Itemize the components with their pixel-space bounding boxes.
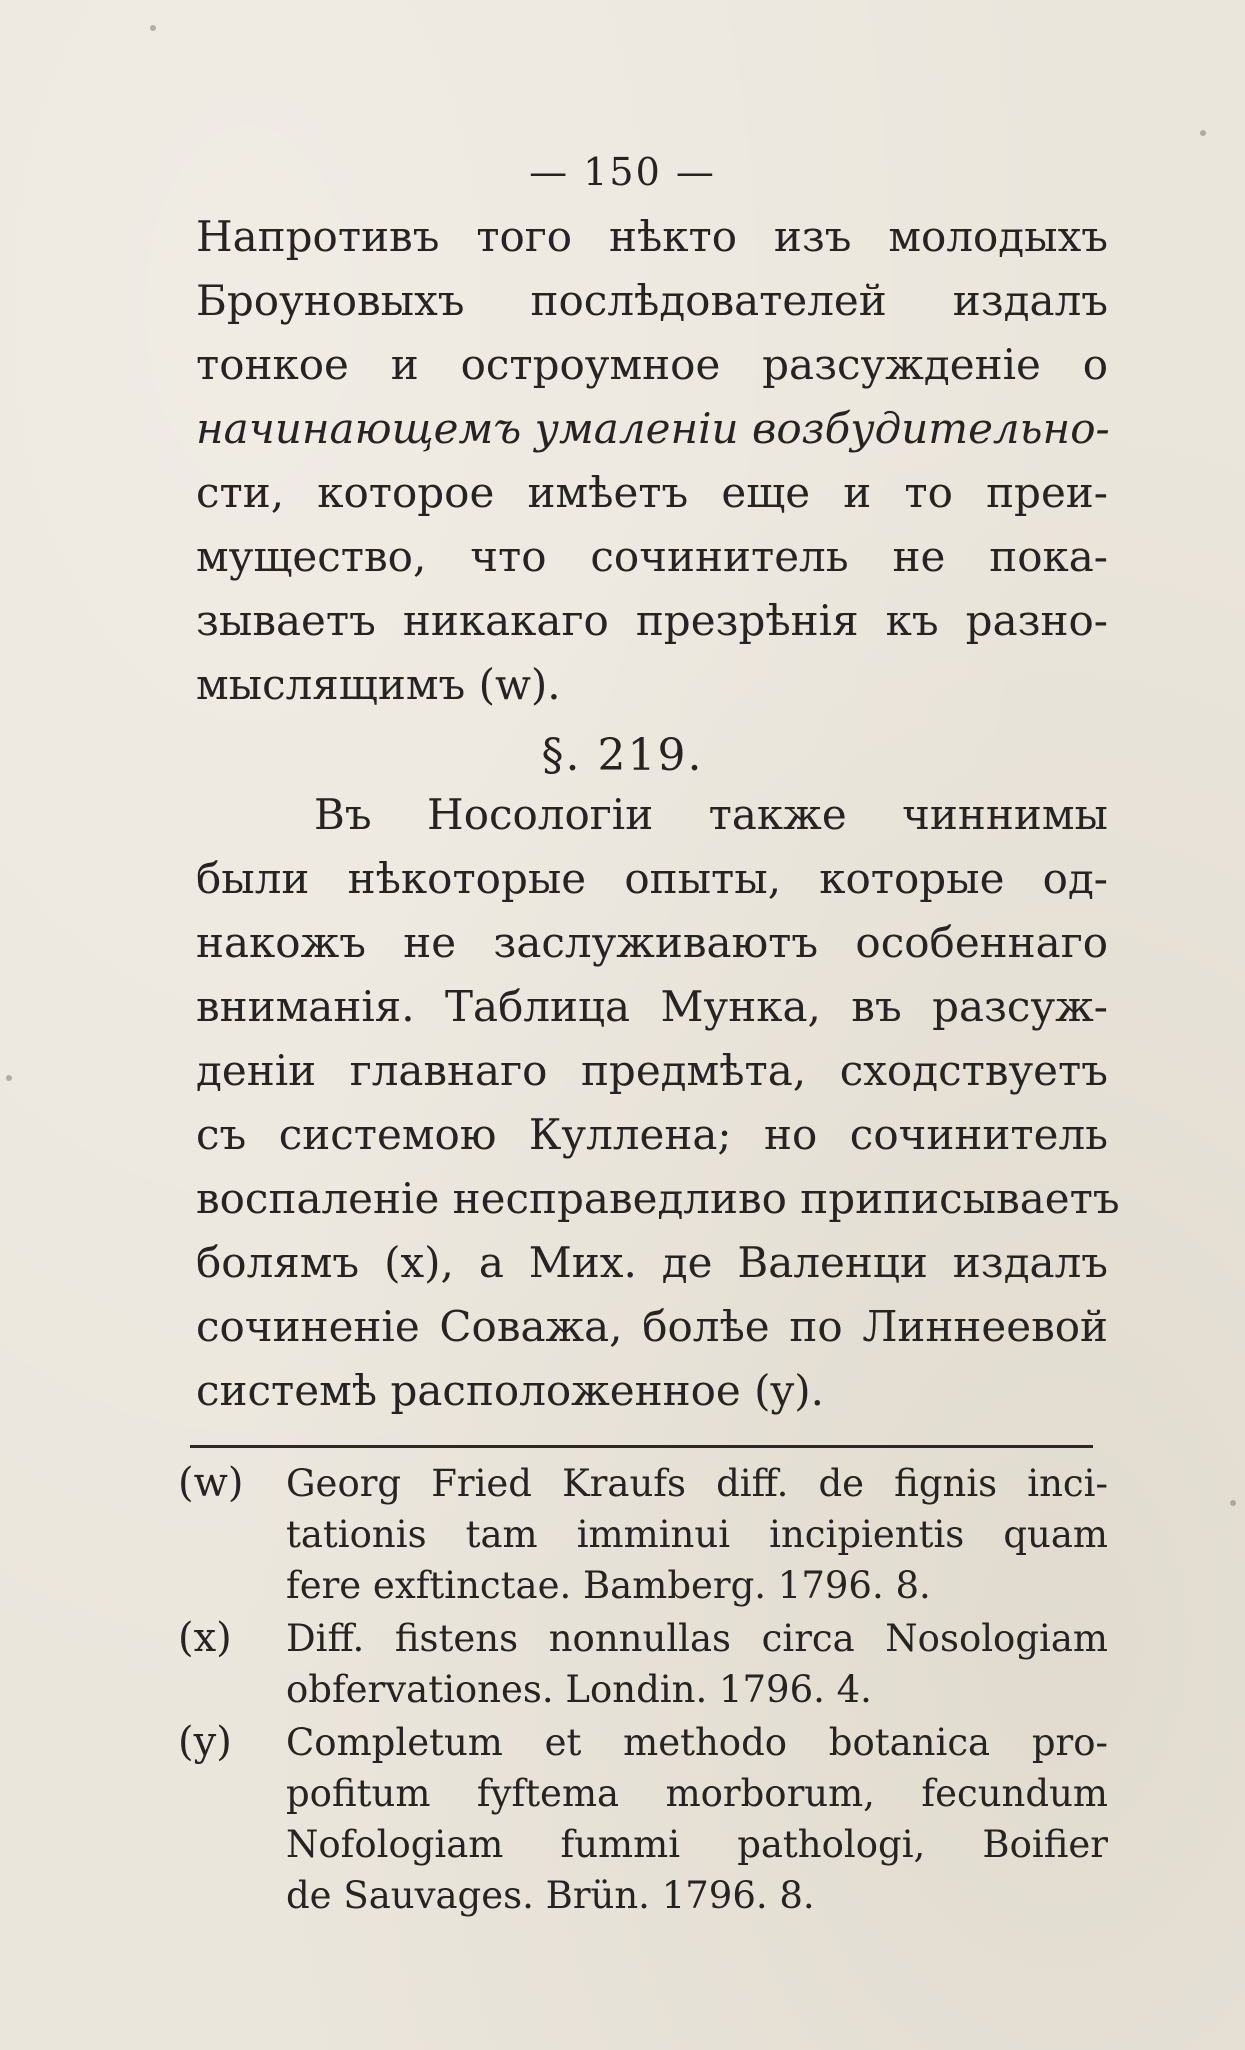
footnote-divider <box>190 1445 1093 1448</box>
text-line: системѣ расположенное (y). <box>196 1366 824 1415</box>
footnote-text <box>286 1717 1108 1921</box>
footnote-mark: (x) <box>178 1615 232 1661</box>
text-line: зываетъ никакаго презрѣнія къ разно- <box>196 596 1108 645</box>
text-line: мыслящимъ (w). <box>196 660 561 709</box>
footnote-mark: (w) <box>178 1460 244 1506</box>
paper-speck <box>150 25 156 31</box>
text-line: вниманія. Таблица Мунка, въ разсуж- <box>196 982 1108 1031</box>
footnote-line: Nofologiam fummi pathologi, Boifier <box>286 1823 1108 1866</box>
footnote-line: fere exftinctae. Bamberg. 1796. 8. <box>286 1564 931 1607</box>
footnote-text <box>286 1613 1108 1715</box>
text-line: накожъ не заслуживаютъ особеннаго <box>196 918 1108 967</box>
paragraph-1 <box>196 205 1108 717</box>
footnote-line: Diff. fistens nonnullas circa Nosologiam <box>286 1617 1108 1660</box>
footnote-x <box>178 1613 1108 1715</box>
footnote-w <box>178 1458 1108 1611</box>
footnote-line: tationis tam imminui incipientis quam <box>286 1513 1108 1556</box>
text-line: сочиненіе Соважа, болѣе по Линнеевой <box>196 1302 1108 1351</box>
text-line: тонкое и остроумное разсужденіе о <box>196 340 1108 389</box>
footnotes <box>178 1458 1108 1923</box>
footnote-line: pofitum fyftema morborum, fecundum <box>286 1772 1108 1815</box>
paper-speck <box>1230 1500 1236 1506</box>
footnote-y <box>178 1717 1108 1921</box>
page-number: — 150 — <box>529 150 716 194</box>
text-line: начинающемъ умаленіи возбудительно- <box>196 404 1110 453</box>
text-line: мущество, что сочинитель не пока- <box>196 532 1108 581</box>
section-heading: §. 219. <box>541 730 704 781</box>
text-line: Напротивъ того нѣкто изъ молодыхъ <box>196 212 1108 261</box>
text-line: деніи главнаго предмѣта, сходствуетъ <box>196 1046 1108 1095</box>
paper-speck <box>6 1075 12 1081</box>
text-line: воспаленіе несправедливо приписываетъ <box>196 1174 1120 1223</box>
paper-speck <box>1200 130 1206 136</box>
text-line: Броуновыхъ послѣдователей издалъ <box>196 276 1108 325</box>
footnote-line: Completum et methodo botanica pro- <box>286 1721 1108 1764</box>
footnote-mark: (y) <box>178 1719 232 1765</box>
text-line: были нѣкоторые опыты, которые од- <box>196 854 1108 903</box>
text-line: болямъ (x), а Мих. де Валенци издалъ <box>196 1238 1108 1287</box>
paragraph-2 <box>196 783 1120 1423</box>
footnote-line: Georg Fried Kraufs diff. de fignis inci- <box>286 1462 1108 1505</box>
text-line: Въ Носологіи также чиннимы <box>314 790 1108 839</box>
text-line: съ системою Куллена; но сочинитель <box>196 1110 1108 1159</box>
text-line: сти, которое имѣетъ еще и то преи- <box>196 468 1108 517</box>
footnote-line: de Sauvages. Brün. 1796. 8. <box>286 1874 815 1917</box>
footnote-text <box>286 1458 1108 1611</box>
footnote-line: obfervationes. Londin. 1796. 4. <box>286 1668 872 1711</box>
